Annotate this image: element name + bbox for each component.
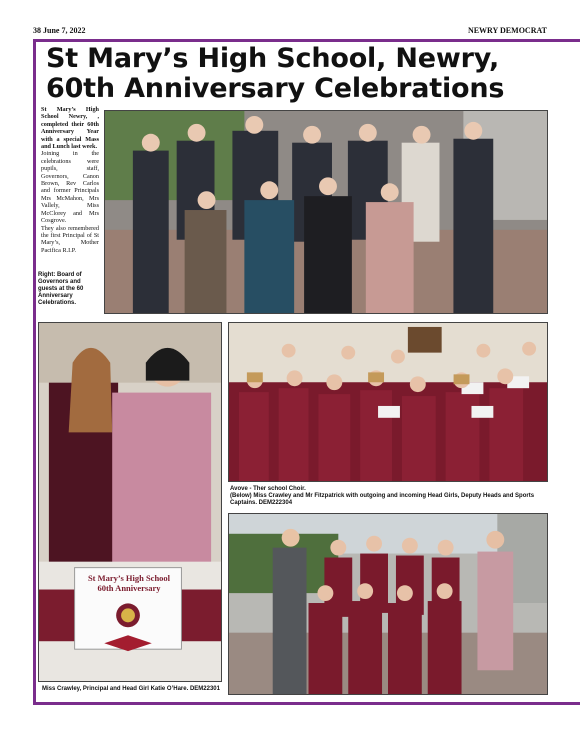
photo-choir [228, 322, 548, 482]
publication-name: NEWRY DEMOCRAT [467, 26, 547, 35]
intro-paragraph-2: They also remembered the first Principal of St Mary’s, Mother Pacifica R.I.P. [41, 224, 99, 254]
caption-governors: Right: Board of Governors and guests at the 60 Anniversary Celebrations. [38, 272, 84, 306]
page-header [33, 26, 547, 38]
caption-choir: Avove - Ther school Choir. [230, 486, 306, 492]
page-date: 38 June 7, 2022 [33, 26, 86, 35]
headline [46, 44, 566, 104]
headline-line-2: 60th Anniversary Celebrations [46, 73, 505, 104]
intro-text [41, 106, 99, 254]
photo-head-girls [228, 513, 548, 695]
headline-line-1: St Mary’s High School, Newry, [46, 43, 500, 74]
caption-head-girls: (Below) Miss Crawley and Mr Fitzpatrick with outgoing and incoming Head Girls, Deputy Heads and Sports Captains. DEM222304 [230, 493, 535, 506]
cake-inscription [75, 573, 183, 593]
intro-paragraph-1: Joining in the celebrations were pupils, staff, Governors, Canon Brown, Rev Carlos and former Principals Mrs McMahon, Mrs Vallely, Miss McClorey and Mrs Cosgrove. [41, 150, 99, 225]
caption-choir-block [230, 486, 548, 507]
cake-line-2: 60th Anniversary [97, 583, 161, 593]
caption-cake: Miss Crawley, Principal and Head Girl Katie O’Hare. DEM22301 [42, 686, 220, 692]
photo-cake-cutting [38, 322, 222, 682]
intro-lead: St Mary’s High School Newry, , completed their 60th Anniversary Year with a special Mass and Lunch last week. [41, 106, 99, 151]
cake-line-1: St Mary’s High School [87, 573, 171, 583]
photo-governors [104, 110, 548, 314]
